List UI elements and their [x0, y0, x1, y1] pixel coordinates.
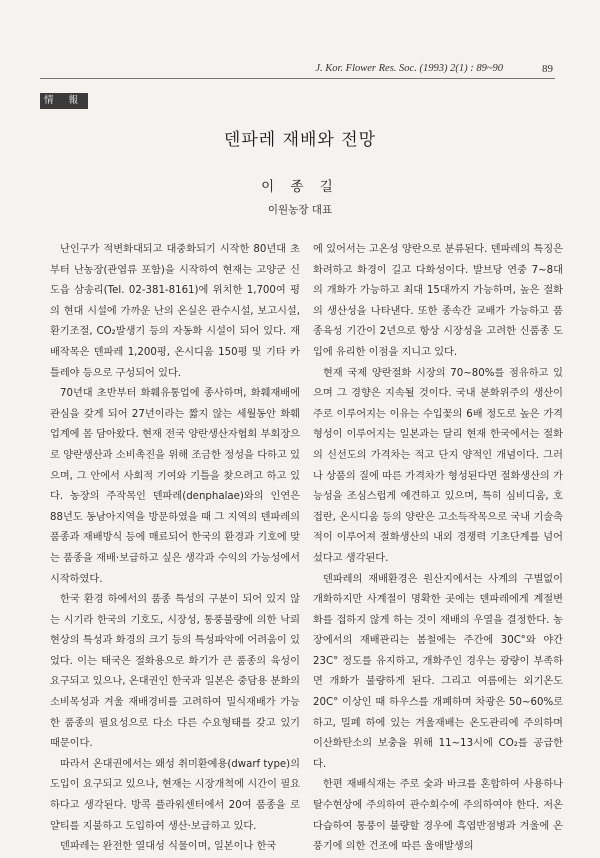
journal-citation: J. Kor. Flower Res. Soc. (1993) 2(1) : 89~90	[315, 63, 503, 74]
paragraph: 70년대 초반부터 화훼유통업에 종사하며, 화훼재배에 관심을 갖게 되어 27년이라는 짧지 않는 세월동안 화훼업계에 몸 담아왔다. 현재 전국 양란생산자협회 부회장으로 양란생산과 소비촉진을 위해 조금한 정성을 다하고 있으며, 그 안에서 사회적 기여와 기틀을 찾으려고 하고 있다. 농장의 주작목인 덴파레(denphalae)와의 인연은 88년도 동남아지역을 방문하였을 때 그 지역의 덴파레의 품종과 재배방식 등에 매료되어 한국의 환경과 기호에 맞는 품종을 재배·보급하고 싶은 생각과 수익의 가능성에서 시작하였다.	[50, 388, 300, 585]
page-number: 89	[542, 63, 553, 75]
paragraph: 한국 환경 하에서의 품종 특성의 구분이 되어 있지 않는 시기라 한국의 기호도, 시장성, 통풍불량에 의한 낙뢰현상의 특성과 화경의 크기 등의 특성파악에 어려움이 있었다. 이는 태국은 절화용으로 화기가 큰 품종의 육성이 요구되고 있으나, 온대권인 한국과 일본은 중담용 분화의 소비목성과 겨울 재배경비를 고려하여 밀식재배가 가능한 품종의 필요성으로 다소 다른 수요형태를 갖고 있기 때문이다.	[50, 594, 300, 750]
author-name: 이 종 길	[261, 179, 339, 195]
paragraph: 한편 재배식재는 주로 숯과 바크를 혼합하여 사용하나 탈수현상에 주의하여 관수회수에 주의하여야 한다. 저온다습하여 통풍이 불량할 경우에 흑엽반점병과 겨울에 온풍기에 의한 건조에 따른 울애발생의	[313, 779, 563, 853]
right-column	[313, 240, 563, 853]
author-affiliation: 이원농장 대표	[267, 204, 333, 216]
paragraph: 난인구가 적변화대되고 대중화되기 시작한 80년대 초부터 난농장(관엽류 포함)을 시작하여 현재는 고양군 신도읍 삼송리(Tel. 02-381-8161)에 위치한 1,700여 평의 현대 시설에 가까운 난의 온실은 관수시설, 보고시설, 환기조절, CO₂발생기 등의 자동화 시설이 되어 있다. 재배작목은 덴파레 1,200평, 온시디움 150평 및 기타 카틀레야 등으로 구성되어 있다.	[50, 244, 300, 379]
paragraph: 덴파레는 완전한 열대성 식물이며, 일본이나 한국	[60, 841, 277, 853]
paragraph: 에 있어서는 고온성 양란으로 분류된다. 덴파레의 특징은 화려하고 화경이 길고 다화성이다. 발브당 연중 7~8대의 개화가 가능하고 최대 15대까지 가능하며, 높은 절화의 생산성을 나타낸다. 또한 종속간 교배가 가능하고 품종육성 기간이 2년으로 항상 시장성을 고려한 신품종 도입에 유리한 이점을 지니고 있다.	[313, 244, 563, 358]
running-header	[40, 62, 555, 79]
article-title: 덴파레 재배와 전망	[223, 130, 377, 150]
paragraph: 따라서 온대권에서는 왜성 취미환예용(dwarf type)의 도입이 요구되고 있으나, 현재는 시장개척에 시간이 필요하다고 생각된다. 방콕 플라워센터에서 20여 품종을 로얄티를 지불하고 도입하여 생산·보급하고 있다.	[50, 758, 300, 832]
section-badge: 情 報	[40, 93, 88, 109]
paragraph: 덴파레의 재배환경은 원산지에서는 사계의 구별없이 개화하지만 사계절이 명확한 곳에는 덴파레에게 계절변화를 접하지 않게 하는 것이 재배의 우열을 결정한다. 농장에서의 재배관리는 봄철에는 주간에 30C°와 야간 23C° 정도를 유지하고, 개화주인 경우는 광량이 부족하면 개화가 불량하게 된다. 그리고 여름에는 외기온도 20C° 이상인 때 하우스를 개폐하며 차광은 50~60%로 하고, 밀폐 하에 있는 겨울재배는 온도관리에 주의하며 이산화탄소의 보충을 위해 11~13시에 CO₂를 공급한다.	[313, 573, 563, 770]
paragraph: 현재 국제 양란절화 시장의 70~80%를 점유하고 있으며 그 경향은 지속될 것이다. 국내 분화위주의 생산이 주로 이루어지는 이유는 수입꽃의 6배 정도로 높은 가격형성이 이루어지는 일본과는 달리 현재 한국에서는 절화의 신선도의 가격차는 적고 단지 양적인 개념이다. 그러나 상품의 질에 따른 가격차가 형성된다면 절화생산의 가능성을 조심스럽게 예견하고 있으며, 특히 심비디움, 호접란, 온시디움 등의 양란은 고소득작목으로 국내 기술축적이 이루어져 절화생산의 내외 경쟁력 기초단계를 넘어 섰다고 생각된다.	[313, 367, 563, 564]
left-column	[50, 240, 300, 853]
